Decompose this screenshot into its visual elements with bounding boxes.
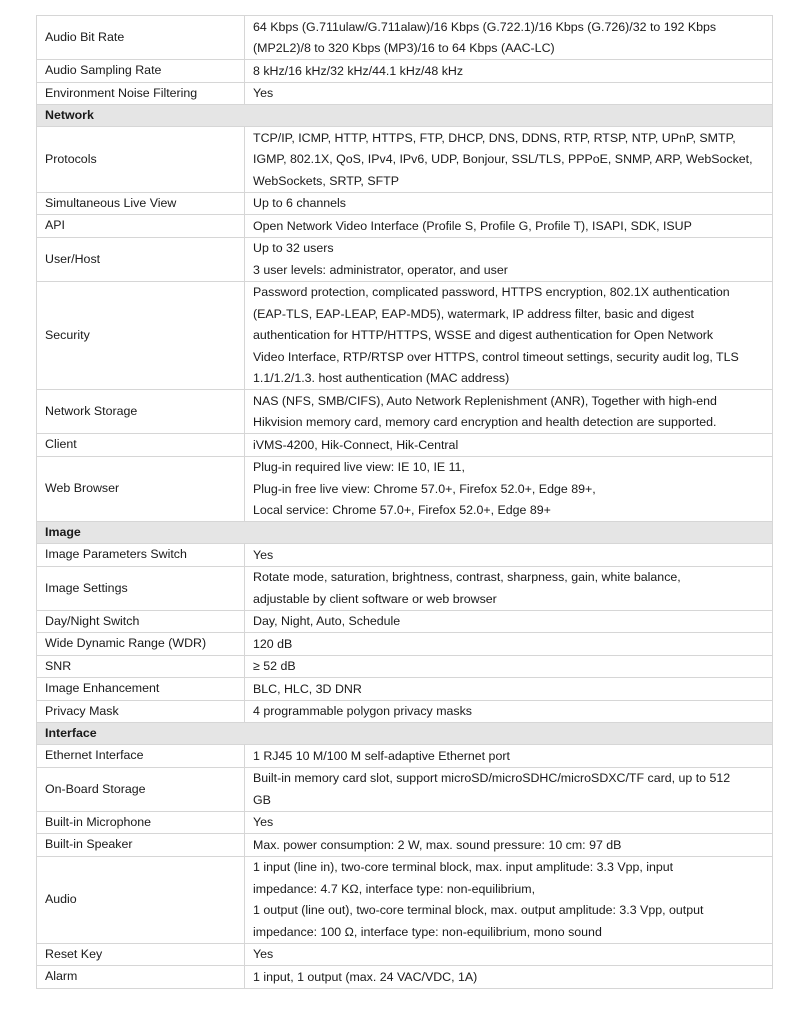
- spec-label: User/Host: [37, 237, 245, 281]
- spec-value-line: IGMP, 802.1X, QoS, IPv4, IPv6, UDP, Bonjour, SSL/TLS, PPPoE, SNMP, ARP, WebSocket,: [253, 152, 753, 166]
- spec-table-body: [37, 16, 773, 989]
- spec-value: [245, 566, 773, 610]
- section-header-row: [37, 723, 773, 745]
- spec-row: [37, 678, 773, 701]
- spec-value: [245, 655, 773, 678]
- spec-row: [37, 215, 773, 238]
- spec-label: Built-in Speaker: [37, 834, 245, 857]
- spec-value-line: Max. power consumption: 2 W, max. sound pressure: 10 cm: 97 dB: [253, 837, 622, 852]
- spec-value-line: Up to 6 channels: [253, 196, 346, 210]
- spec-value-line: Hikvision memory card, memory card encryption and health detection are supported.: [253, 415, 717, 429]
- spec-value: [245, 16, 773, 60]
- spec-row: [37, 281, 773, 390]
- spec-label: Privacy Mask: [37, 700, 245, 723]
- spec-value-line: Built-in memory card slot, support microSD/microSDHC/microSDXC/TF card, up to 512: [253, 771, 731, 785]
- spec-value-line: (EAP-TLS, EAP-LEAP, EAP-MD5), watermark, IP address filter, basic and digest: [253, 306, 694, 321]
- section-header-row: [37, 522, 773, 544]
- spec-row: [37, 856, 773, 943]
- spec-row: [37, 434, 773, 457]
- spec-value-line: Plug-in free live view: Chrome 57.0+, Firefox 52.0+, Edge 89+,: [253, 481, 596, 496]
- spec-value: [245, 544, 773, 567]
- spec-value: [245, 215, 773, 238]
- spec-value: [245, 434, 773, 457]
- spec-value: [245, 767, 773, 811]
- spec-label: Simultaneous Live View: [37, 192, 245, 215]
- spec-row: [37, 966, 773, 989]
- spec-row: [37, 16, 773, 60]
- spec-label: Alarm: [37, 966, 245, 989]
- spec-value-line: 120 dB: [253, 636, 293, 651]
- spec-row: [37, 127, 773, 193]
- spec-value-line: 1 input (line in), two-core terminal block, max. input amplitude: 3.3 Vpp, input: [253, 860, 674, 874]
- spec-label: Environment Noise Filtering: [37, 82, 245, 105]
- spec-value: [245, 456, 773, 522]
- spec-value: [245, 237, 773, 281]
- spec-value-line: Yes: [253, 547, 274, 562]
- spec-table: [36, 15, 773, 989]
- spec-value: [245, 127, 773, 193]
- spec-value-line: Day, Night, Auto, Schedule: [253, 614, 401, 628]
- spec-row: [37, 745, 773, 768]
- spec-label: Audio: [37, 856, 245, 943]
- spec-value: [245, 60, 773, 83]
- spec-label: On-Board Storage: [37, 767, 245, 811]
- spec-label: SNR: [37, 655, 245, 678]
- spec-row: [37, 655, 773, 678]
- spec-value-line: (MP2L2)/8 to 320 Kbps (MP3)/16 to 64 Kbps (AAC-LC): [253, 41, 555, 55]
- spec-value-line: NAS (NFS, SMB/CIFS), Auto Network Replenishment (ANR), Together with high-end: [253, 393, 717, 408]
- spec-value-line: adjustable by client software or web browser: [253, 591, 497, 606]
- spec-value-line: 3 user levels: administrator, operator, and user: [253, 262, 508, 277]
- spec-value-line: 4 programmable polygon privacy masks: [253, 704, 472, 718]
- spec-value-line: impedance: 100 Ω, interface type: non-equilibrium, mono sound: [253, 924, 602, 939]
- spec-row: [37, 767, 773, 811]
- spec-value-line: TCP/IP, ICMP, HTTP, HTTPS, FTP, DHCP, DNS, DDNS, RTP, RTSP, NTP, UPnP, SMTP,: [253, 130, 736, 145]
- spec-value-line: 1.1/1.2/1.3. host authentication (MAC address): [253, 371, 510, 385]
- spec-label: Image Settings: [37, 566, 245, 610]
- section-title: Image: [37, 522, 773, 544]
- spec-value-line: 1 output (line out), two-core terminal block, max. output amplitude: 3.3 Vpp, output: [253, 903, 704, 917]
- spec-label: Built-in Microphone: [37, 811, 245, 834]
- spec-row: [37, 544, 773, 567]
- spec-value: [245, 678, 773, 701]
- section-title: Network: [37, 105, 773, 127]
- spec-value: [245, 281, 773, 390]
- spec-row: [37, 237, 773, 281]
- spec-label: API: [37, 215, 245, 238]
- spec-value: [245, 390, 773, 434]
- spec-row: [37, 700, 773, 723]
- spec-label: Image Parameters Switch: [37, 544, 245, 567]
- spec-value-line: Yes: [253, 86, 274, 100]
- spec-row: [37, 456, 773, 522]
- spec-label: Audio Sampling Rate: [37, 60, 245, 83]
- spec-label: Day/Night Switch: [37, 610, 245, 633]
- spec-value-line: GB: [253, 792, 271, 807]
- spec-value-line: ≥ 52 dB: [253, 659, 296, 673]
- spec-value-line: Plug-in required live view: IE 10, IE 11,: [253, 460, 465, 474]
- spec-label: Client: [37, 434, 245, 457]
- spec-label: Wide Dynamic Range (WDR): [37, 633, 245, 656]
- section-title: Interface: [37, 723, 773, 745]
- spec-value-line: Open Network Video Interface (Profile S, Profile G, Profile T), ISAPI, SDK, ISUP: [253, 218, 692, 233]
- spec-value-line: impedance: 4.7 KΩ, interface type: non-equilibrium,: [253, 881, 536, 896]
- spec-value-line: Yes: [253, 815, 274, 829]
- spec-row: [37, 633, 773, 656]
- spec-value-line: 1 input, 1 output (max. 24 VAC/VDC, 1A): [253, 969, 478, 984]
- section-header-row: [37, 105, 773, 127]
- spec-value-line: 1 RJ45 10 M/100 M self-adaptive Ethernet port: [253, 748, 510, 763]
- spec-value-line: Rotate mode, saturation, brightness, contrast, sharpness, gain, white balance,: [253, 570, 681, 584]
- spec-row: [37, 610, 773, 633]
- spec-value: [245, 610, 773, 633]
- spec-label: Network Storage: [37, 390, 245, 434]
- spec-label: Audio Bit Rate: [37, 16, 245, 60]
- spec-value: [245, 943, 773, 966]
- spec-row: [37, 811, 773, 834]
- spec-label: Image Enhancement: [37, 678, 245, 701]
- spec-label: Ethernet Interface: [37, 745, 245, 768]
- spec-value-line: Password protection, complicated password, HTTPS encryption, 802.1X authentication: [253, 285, 730, 299]
- spec-value-line: Local service: Chrome 57.0+, Firefox 52.0+, Edge 89+: [253, 503, 551, 517]
- spec-value: [245, 856, 773, 943]
- spec-value: [245, 745, 773, 768]
- spec-value: [245, 82, 773, 105]
- spec-row: [37, 943, 773, 966]
- spec-value: [245, 700, 773, 723]
- spec-label: Reset Key: [37, 943, 245, 966]
- spec-row: [37, 390, 773, 434]
- spec-label: Security: [37, 281, 245, 390]
- spec-value-line: WebSockets, SRTP, SFTP: [253, 173, 399, 188]
- spec-value-line: 64 Kbps (G.711ulaw/G.711alaw)/16 Kbps (G.722.1)/16 Kbps (G.726)/32 to 192 Kbps: [253, 19, 717, 34]
- spec-row: [37, 60, 773, 83]
- spec-row: [37, 834, 773, 857]
- spec-row: [37, 192, 773, 215]
- spec-value: [245, 811, 773, 834]
- spec-value-line: authentication for HTTP/HTTPS, WSSE and digest authentication for Open Network: [253, 328, 714, 342]
- spec-value-line: Video Interface, RTP/RTSP over HTTPS, control timeout settings, security audit log, TLS: [253, 349, 739, 364]
- spec-row: [37, 566, 773, 610]
- spec-label: Protocols: [37, 127, 245, 193]
- spec-value-line: 8 kHz/16 kHz/32 kHz/44.1 kHz/48 kHz: [253, 63, 464, 78]
- spec-value-line: iVMS-4200, Hik-Connect, Hik-Central: [253, 437, 459, 452]
- spec-value-line: Up to 32 users: [253, 241, 334, 255]
- spec-value: [245, 192, 773, 215]
- spec-row: [37, 82, 773, 105]
- spec-value-line: Yes: [253, 947, 274, 961]
- spec-value: [245, 966, 773, 989]
- spec-value-line: BLC, HLC, 3D DNR: [253, 681, 362, 696]
- spec-value: [245, 633, 773, 656]
- spec-label: Web Browser: [37, 456, 245, 522]
- spec-value: [245, 834, 773, 857]
